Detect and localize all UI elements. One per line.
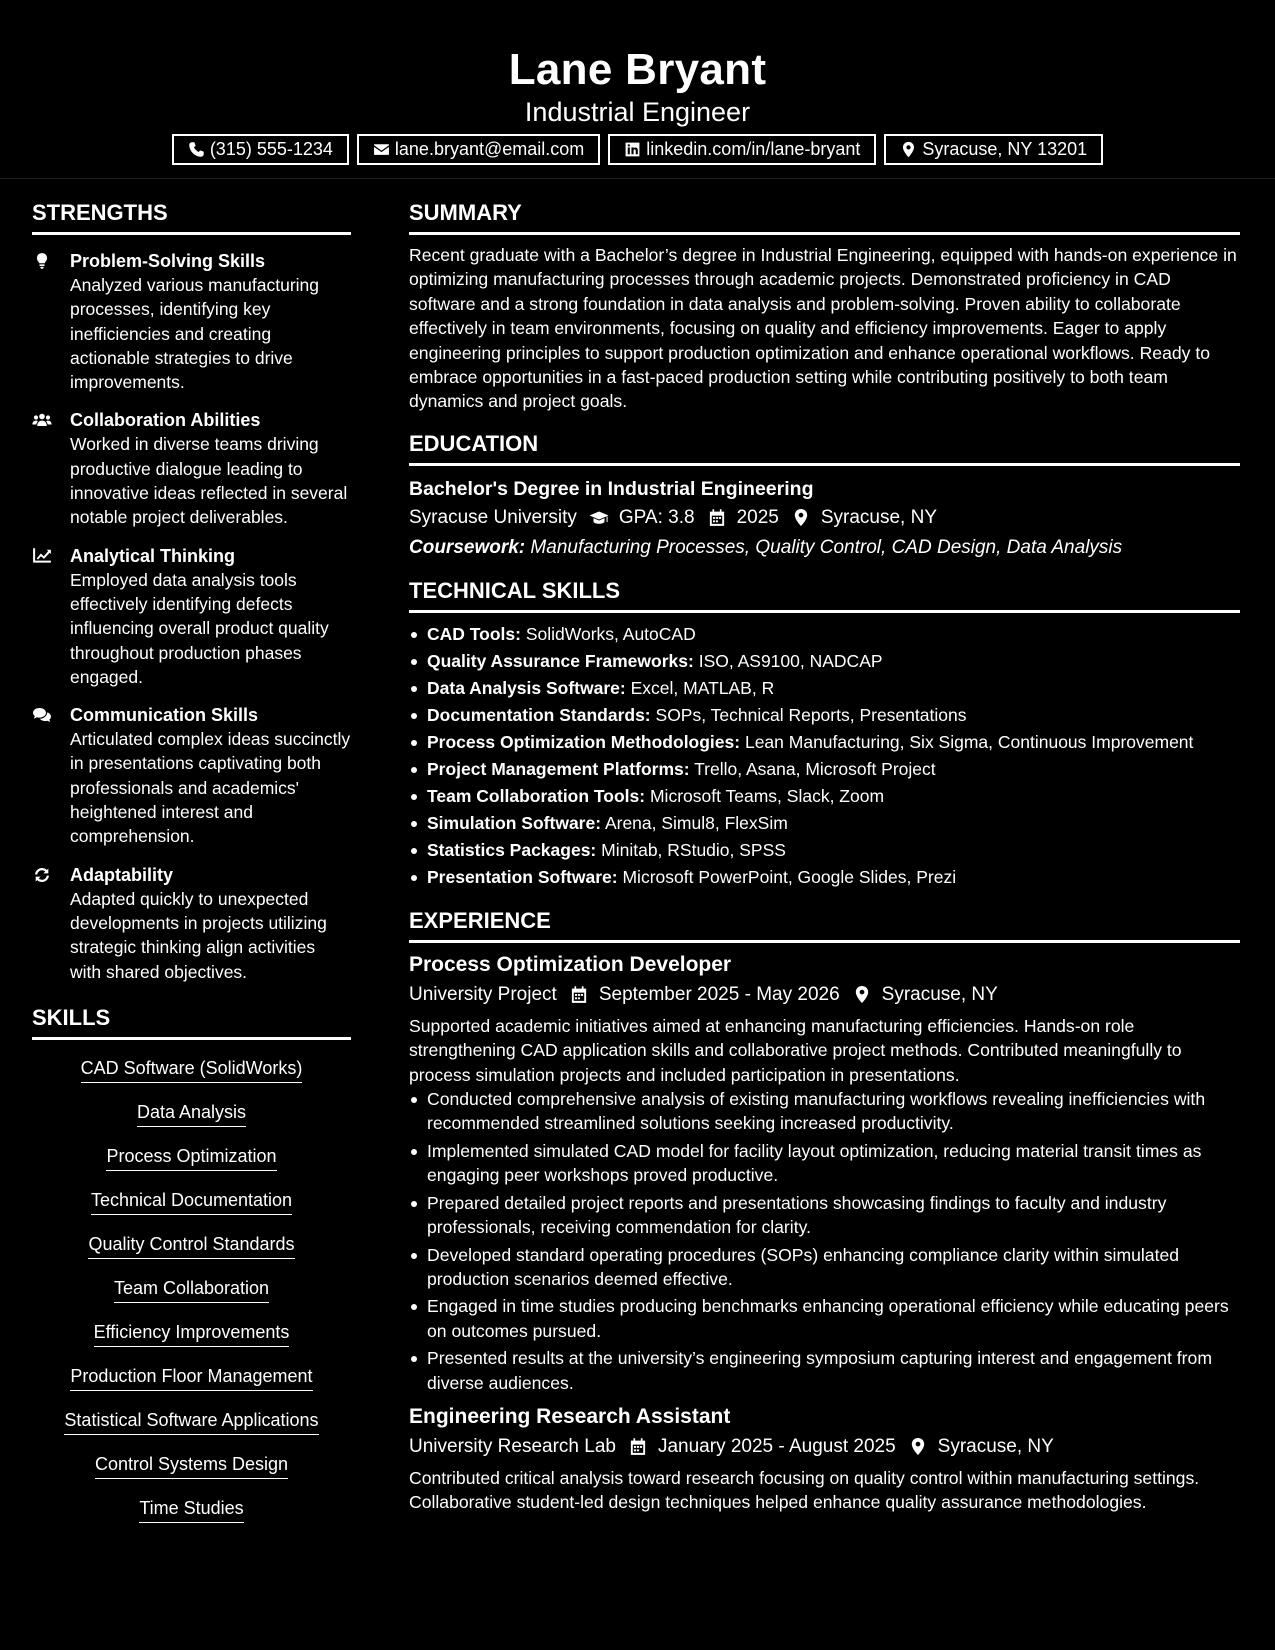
strengths-list bbox=[32, 249, 351, 984]
strength-title: Communication Skills bbox=[70, 705, 259, 726]
contact-linkedin[interactable] bbox=[608, 134, 876, 165]
email-icon bbox=[373, 141, 390, 158]
technical-skill-item: Project Management Platforms: Trello, Asana, Microsoft Project bbox=[409, 756, 1240, 783]
graduation-cap-icon bbox=[589, 508, 609, 527]
job-bullet: Prepared detailed project reports and presentations showcasing findings to faculty and industry professionals, receiving commendation for clarity. bbox=[409, 1191, 1240, 1240]
education-meta bbox=[409, 504, 1240, 532]
job-title: Engineering Research Assistant bbox=[409, 1404, 731, 1428]
strengths-heading: STRENGTHS bbox=[32, 199, 351, 235]
coursework bbox=[409, 535, 1240, 561]
coursework-list: Manufacturing Processes, Quality Control, CAD Design, Data Analysis bbox=[530, 536, 1123, 558]
calendar-icon bbox=[628, 1437, 648, 1456]
strength-title: Adaptability bbox=[70, 864, 174, 885]
sync-icon bbox=[32, 866, 52, 884]
contact-phone-text: (315) 555-1234 bbox=[209, 139, 333, 159]
skills-heading: SKILLS bbox=[32, 1004, 351, 1040]
skill-tag: Data Analysis bbox=[137, 1100, 246, 1127]
right-column bbox=[409, 199, 1240, 1540]
job-bullet: Developed standard operating procedures (SOPs) enhancing compliance clarity within simulated production scenarios deemed effective. bbox=[409, 1243, 1240, 1292]
experience-entry bbox=[409, 951, 1240, 1395]
strength-item bbox=[32, 408, 351, 529]
calendar-icon bbox=[569, 985, 589, 1004]
summary-text: Recent graduate with a Bachelor’s degree in Industrial Engineering, equipped with hands-on experience in optimizing manufacturing processes through academic projects. Demonstrated proficiency in CAD software and a strong foundation in data analysis and problem-solving. Proven ability to collaborate effectively in team environments, focusing on quality and efficiency improvements. Eager to apply engineering principles to support production optimization and enhance operational workflows. Ready to embrace opportunities in a fast-paced production setting while contributing positively to both team dynamics and project goals. bbox=[409, 245, 1237, 412]
skill-tag: CAD Software (SolidWorks) bbox=[81, 1056, 303, 1083]
location-icon bbox=[900, 141, 917, 158]
job-bullet: Engaged in time studies producing benchmarks enhancing operational efficiency while educating peers on outcomes pursued. bbox=[409, 1294, 1240, 1343]
job-bullets bbox=[409, 1087, 1240, 1395]
location-icon bbox=[791, 508, 811, 527]
strength-title: Collaboration Abilities bbox=[70, 410, 261, 431]
experience-entry bbox=[409, 1403, 1240, 1515]
strength-item bbox=[32, 703, 351, 848]
skill-tag: Quality Control Standards bbox=[88, 1232, 294, 1259]
linkedin-icon bbox=[624, 141, 641, 158]
strength-item bbox=[32, 544, 351, 689]
contact-location[interactable] bbox=[884, 134, 1103, 165]
strength-description: Articulated complex ideas succinctly in presentations captivating both professionals and academics' heightened interest and comprehension. bbox=[70, 729, 351, 847]
technical-skill-item: Statistics Packages: Minitab, RStudio, SPSS bbox=[409, 837, 1240, 864]
strength-description: Employed data analysis tools effectively identifying defects influencing overall product quality throughout production phases engaged. bbox=[70, 569, 329, 687]
school-location: Syracuse, NY bbox=[820, 506, 938, 528]
strength-title: Analytical Thinking bbox=[70, 545, 236, 566]
job-bullet: Presented results at the university’s engineering symposium capturing interest and engagement from diverse audiences. bbox=[409, 1346, 1240, 1395]
skill-tag: Efficiency Improvements bbox=[94, 1320, 290, 1347]
contact-bar bbox=[0, 134, 1275, 165]
skill-tag: Team Collaboration bbox=[114, 1276, 269, 1303]
graduation-year: 2025 bbox=[736, 506, 779, 528]
strength-item bbox=[32, 863, 351, 984]
job-description: Supported academic initiatives aimed at enhancing manufacturing efficiencies. Hands-on role strengthening CAD application skills and collaborative project methods. Contributed meaningfully to process simulation projects and included participation in presentations. bbox=[409, 1015, 1182, 1085]
summary-heading: SUMMARY bbox=[409, 199, 1240, 235]
technical-skills-heading: TECHNICAL SKILLS bbox=[409, 577, 1240, 613]
education-heading: EDUCATION bbox=[409, 430, 1240, 466]
skill-tag: Time Studies bbox=[139, 1496, 243, 1523]
job-organization: University Research Lab bbox=[409, 1435, 616, 1457]
skill-tag: Technical Documentation bbox=[91, 1188, 292, 1215]
candidate-name: Lane Bryant bbox=[508, 45, 767, 94]
contact-location-text: Syracuse, NY 13201 bbox=[922, 139, 1088, 159]
job-dates: January 2025 - August 2025 bbox=[657, 1435, 896, 1457]
job-location: Syracuse, NY bbox=[937, 1435, 1054, 1457]
coursework-label: Coursework: bbox=[409, 536, 526, 558]
job-dates: September 2025 - May 2026 bbox=[598, 983, 840, 1005]
strength-description: Worked in diverse teams driving productive dialogue leading to innovative ideas reflected in several notable project deliverables. bbox=[70, 434, 348, 528]
resume-body bbox=[0, 179, 1275, 1540]
strength-title: Problem-Solving Skills bbox=[70, 251, 266, 271]
technical-skill-item: Team Collaboration Tools: Microsoft Teams, Slack, Zoom bbox=[409, 783, 1240, 810]
contact-email-text: lane.bryant@email.com bbox=[394, 139, 585, 159]
line-chart-icon bbox=[32, 547, 52, 565]
technical-skill-item: Simulation Software: Arena, Simul8, FlexSim bbox=[409, 810, 1240, 837]
phone-icon bbox=[188, 141, 205, 158]
technical-skill-item: Quality Assurance Frameworks: ISO, AS9100, NADCAP bbox=[409, 648, 1240, 675]
users-icon bbox=[32, 411, 52, 429]
left-column bbox=[32, 199, 351, 1540]
resume-header bbox=[0, 0, 1275, 179]
job-meta bbox=[409, 981, 1240, 1009]
school-name: Syracuse University bbox=[409, 506, 577, 528]
comments-icon bbox=[32, 706, 52, 724]
strength-item bbox=[32, 249, 351, 394]
technical-skills-list bbox=[409, 621, 1240, 891]
strength-description: Adapted quickly to unexpected developments in projects utilizing strategic thinking align activities with shared objectives. bbox=[70, 888, 327, 982]
skill-tag: Statistical Software Applications bbox=[64, 1408, 318, 1435]
candidate-title: Industrial Engineer bbox=[524, 97, 751, 127]
technical-skill-item: CAD Tools: SolidWorks, AutoCAD bbox=[409, 621, 1240, 648]
job-bullet: Implemented simulated CAD model for facility layout optimization, reducing material transit times as engaging peer workshops proved productive. bbox=[409, 1139, 1240, 1188]
job-location: Syracuse, NY bbox=[881, 983, 998, 1005]
skills-list bbox=[32, 1056, 351, 1540]
technical-skill-item: Documentation Standards: SOPs, Technical Reports, Presentations bbox=[409, 702, 1240, 729]
experience-heading: EXPERIENCE bbox=[409, 907, 1240, 943]
technical-skill-item: Data Analysis Software: Excel, MATLAB, R bbox=[409, 675, 1240, 702]
skill-tag: Control Systems Design bbox=[95, 1452, 288, 1479]
contact-email[interactable] bbox=[357, 134, 600, 165]
degree-title: Bachelor's Degree in Industrial Engineering bbox=[409, 477, 814, 500]
location-icon bbox=[852, 985, 872, 1004]
job-title: Process Optimization Developer bbox=[409, 952, 732, 976]
strength-description: Analyzed various manufacturing processes, identifying key inefficiencies and creating actionable strategies to drive improvements. bbox=[70, 275, 320, 393]
lightbulb-icon bbox=[32, 252, 52, 270]
job-description: Contributed critical analysis toward research focusing on quality control within manufacturing settings. Collaborative student-led design techniques helped enhance quality assurance methodologies. bbox=[409, 1467, 1200, 1513]
technical-skill-item: Presentation Software: Microsoft PowerPoint, Google Slides, Prezi bbox=[409, 864, 1240, 891]
location-icon bbox=[908, 1437, 928, 1456]
contact-phone[interactable] bbox=[172, 134, 349, 165]
calendar-icon bbox=[707, 508, 727, 527]
skill-tag: Process Optimization bbox=[106, 1144, 276, 1171]
technical-skill-item: Process Optimization Methodologies: Lean Manufacturing, Six Sigma, Continuous Improvement bbox=[409, 729, 1240, 756]
job-meta bbox=[409, 1433, 1240, 1461]
job-bullet: Conducted comprehensive analysis of existing manufacturing workflows revealing inefficiencies with recommended streamlined solutions seeking increased productivity. bbox=[409, 1087, 1240, 1136]
gpa: GPA: 3.8 bbox=[618, 506, 695, 528]
job-organization: University Project bbox=[409, 983, 557, 1005]
skill-tag: Production Floor Management bbox=[70, 1364, 312, 1391]
contact-linkedin-text: linkedin.com/in/lane-bryant bbox=[646, 139, 861, 159]
